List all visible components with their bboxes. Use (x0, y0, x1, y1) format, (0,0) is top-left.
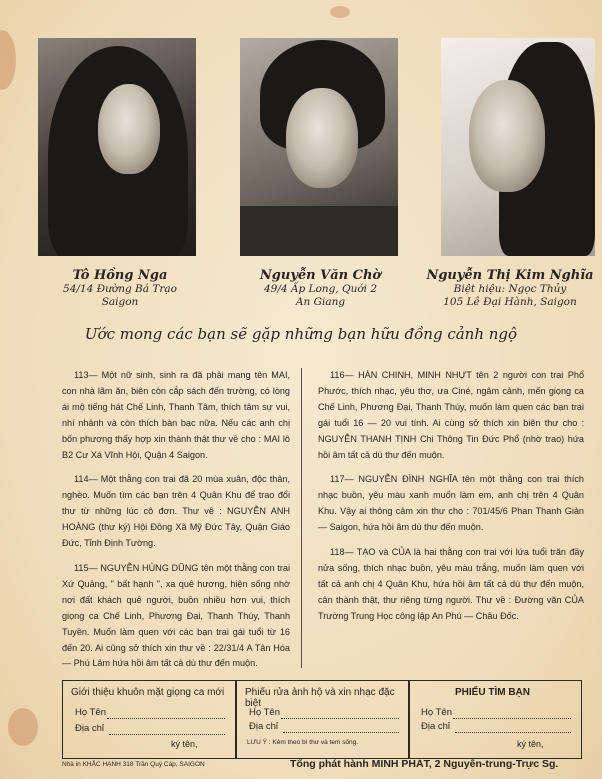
person-address: 105 Lê Đại Hành, Saigon (443, 296, 577, 308)
stain (8, 708, 38, 746)
photo-left (38, 38, 196, 256)
person-name: Nguyễn Văn Chờ (259, 268, 382, 283)
person-city: Saigon (101, 296, 139, 308)
person-address: 49/4 Ấp Long, Quới 2 (263, 283, 378, 295)
photo-right (441, 38, 595, 256)
person-name: Tô Hồng Nga (72, 268, 168, 283)
name-label: Họ Tên (249, 707, 280, 718)
stain (330, 6, 350, 18)
address-label: Địa chỉ (75, 723, 105, 734)
printer-credit: Nhà in KHẮC HẠNH 318 Trần Quý Cáp, SAIGON (62, 761, 205, 768)
address-field[interactable] (455, 731, 571, 733)
note-text: LƯU Ý : Kèm theo bì thư và tem sống. (247, 739, 359, 746)
address-label: Địa chỉ (421, 721, 451, 732)
banner-heading: Ước mong các bạn sẽ gặp những bạn hữu đồng cảnh ngộ (84, 325, 518, 343)
coupon-title: Giới thiệu khuôn mặt giọng ca mới (71, 687, 225, 698)
ad-paragraph: 113— Một nữ sinh, sinh ra đã phải mang tên MAI, con nhà lãm ăn, biên còn cắp sách đến trường, có lòng ái mộ tiếng hát Chế Linh, Thanh Tâm, thích tâm sự vui, nhí nhảnh và còn thích bàn bạc nữa. Nếu các anh chị bốn phương thấy hợp xin thành thật thư về cho : MAI lô B2 Cư Xá Vĩnh Hội, Quận 4 Saigon. (62, 370, 290, 460)
signature-label: ký tên, (517, 739, 544, 749)
ad-paragraph: 114— Một thằng con trai đã 20 mùa xuân, độc thân, nghèo. Muốn tìm các bạn trên 4 Quân Khu để trao đổi thư từ những lúc cô đơn. Thư về : NGUYỄN ANH HOÀNG (thư ký) Hội Đồng Xã Mỹ Đức Tây, Quận Giáo Đức, Tỉnh Định Tường. (62, 474, 290, 549)
ad-paragraph: 116— HÀN CHINH, MINH NHỰT tên 2 người con trai Phổ Phước, thích nhạc, yêu thơ, ưa Ciné, ngâm cảnh, mến giọng ca Chế Linh, Phương Đại, Thanh Thúy, muốn làm quen các bạn trai gái tuổi 16 — 20 vui tính. Ai cùng sở thích xin biên thư cho : NGUYỄN THANH TỊNH Chi Thông Tin Đức Phổ (nhờ trao) hứa hồi âm tất cả dù thư đến muộn. (318, 370, 584, 460)
name-label: Họ Tên (75, 707, 106, 718)
name-label: Họ Tên (421, 707, 452, 718)
coupon-find-friend (408, 680, 582, 759)
coupon-title: PHIẾU TÌM BẠN (455, 687, 530, 698)
caption-left (20, 268, 220, 309)
column-left (62, 368, 290, 681)
name-field[interactable] (107, 717, 225, 719)
coupon-voice-intro (62, 680, 236, 759)
signature-label: ký tên, (171, 739, 198, 749)
column-right (318, 368, 584, 634)
name-field[interactable] (281, 717, 399, 719)
ad-paragraph: 115— NGUYỄN HÙNG DŨNG tên một thằng con trai Xứ Quảng, " bất hạnh ", xa quê hương, hiện sống nhờ nơi đất khách quê người, buồn nhiều hơn vui, thích giọng ca Chế Linh, Phương Đại, Thanh Thúy, Thanh Tuyền. Muốn làm quen với các bạn trai gái tuổi từ 16 đến 20. Ai cũng sở thích xin thư về : 22/31/4 A Tân Hóa — Phú Lâm hứa hồi âm tất cả dù thư đến muộn. (62, 562, 290, 669)
coupon-photo-request (236, 680, 410, 759)
ad-paragraph: 117— NGUYỄN ĐÌNH NGHĨA tên một thằng con trai thích nhạc buồn, yêu màu xanh muốn làm em, anh chị trên 4 Quân Khu. Vậy ai thông cảm xin thư cho : 701/45/6 Phan Thanh Giản — Saigon, hứa hồi âm dù thư đến muộn. (318, 474, 584, 533)
publisher-credit: Tổng phát hành MINH PHÁT, 2 Nguyễn-trung-Trực Sg. (290, 758, 559, 770)
ad-paragraph: 118— TẠO và CỦA là hai thằng con trai với lứa tuổi trăn đầy nửa sống, thích nhạc buồn, yêu màu trắng, muốn làm quen với tất cả anh chị 4 Quân Khu, hứa hồi âm tất cả dù thư đến muộn, cân thành thật, thư riêng từng người. Thư về : Đường văn CỦA Trường Trung Học công lập An Phú — Châu Đốc. (318, 547, 584, 621)
caption-center (218, 268, 423, 309)
photo-center (240, 38, 398, 256)
person-address: 54/14 Đường Bá Trạo (63, 283, 177, 295)
caption-right (418, 268, 602, 309)
column-divider (301, 368, 302, 668)
address-field[interactable] (283, 731, 399, 733)
coupon-title: Phiếu rửa ảnh hộ và xin nhạc đặc biệt (245, 687, 395, 709)
address-label: Địa chỉ (249, 721, 279, 732)
person-nickname: Biệt hiệu: Ngọc Thủy (453, 283, 567, 295)
address-field[interactable] (109, 733, 225, 735)
name-field[interactable] (453, 717, 571, 719)
person-city: An Giang (295, 296, 346, 308)
person-name: Nguyễn Thị Kim Nghĩa (426, 268, 594, 283)
